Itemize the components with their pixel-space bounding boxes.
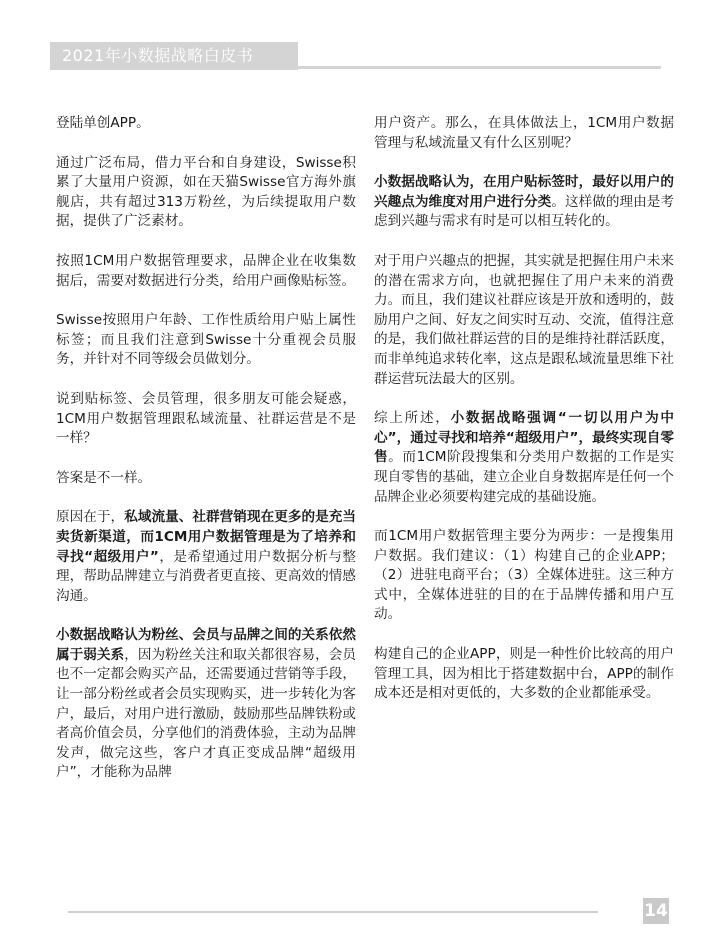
text-segment: Swisse按照用户年龄、工作性质给用户贴上属性标签；而且我们注意到Swisse十分重视会员服务，并针对不同等级会员做划分。 xyxy=(56,312,356,368)
bold-text-segment: 小数据战略强调“一切以用户为中心”，通过寻找和培养“超级用户”，最终实现自零售 xyxy=(374,410,675,466)
text-segment: 通过广泛布局，借力平台和自身建设，Swisse积累了大量用户资源，如在天猫Swisse官方海外旗舰店，共有超过313万粉丝，为后续提取用户数据，提供了广泛素材。 xyxy=(56,154,356,230)
text-segment: 综上所述， xyxy=(374,410,451,427)
bold-text-segment: 小数据战略认为，在用户贴标签时，最好以用户的兴趣点为维度对用户进行分类 xyxy=(374,174,674,210)
text-segment: 用户资产。那么，在具体做法上，1CM用户数据管理与私域流量又有什么区别呢？ xyxy=(374,115,674,151)
text-segment: 登陆单创APP。 xyxy=(56,115,150,131)
paragraph xyxy=(374,173,674,232)
footer-rule xyxy=(68,911,598,913)
paragraph xyxy=(374,409,674,507)
text-segment: 对于用户兴趣点的把握，其实就是把握住用户未来的潜在需求方向，也就把握住了用户未来的消费力。而且，我们建议社群应该是开放和透明的，鼓励用户之间、好友之间实时互动、交流，值得注意的是，我们做社群运营的目的是维持社群活跃度，而非单纯追求转化率，这点是跟私域流量思维下社群运营玩法最大的区别。 xyxy=(374,252,674,387)
paragraph xyxy=(374,252,674,389)
paragraph xyxy=(56,508,356,606)
paragraph xyxy=(56,626,356,783)
paragraph xyxy=(56,154,356,232)
paragraph xyxy=(374,527,674,625)
paragraph xyxy=(56,390,356,449)
text-segment: 原因在于， xyxy=(56,509,125,526)
right-column xyxy=(374,114,674,724)
paragraph xyxy=(56,311,356,370)
text-segment: 而1CM用户数据管理主要分为两步：一是搜集用户数据。我们建议：（1）构建自己的企业APP；（2）进驻电商平台；（3）全媒体进驻。这三种方式中，全媒体进驻的目的在于品牌传播和用户互动。 xyxy=(374,528,674,623)
bold-text-segment: 小数据战略认为粉丝、会员与品牌之间的关系依然属于弱关系 xyxy=(56,627,356,663)
paragraph xyxy=(56,252,356,291)
document-title: 2021年小数据战略白皮书 xyxy=(62,46,254,65)
text-segment: ，是希望通过用户数据分析与整理，帮助品牌建立与消费者更直接、更高效的情感沟通。 xyxy=(56,548,357,604)
text-segment: 。而1CM阶段搜集和分类用户数据的工作是实现自零售的基础，建立企业自身数据库是任何一个品牌企业必须要构建完成的基础设施。 xyxy=(374,449,674,505)
text-segment: 答案是不一样。 xyxy=(56,469,152,486)
text-segment: 。这样做的理由是考虑到兴趣与需求有时是可以相互转化的。 xyxy=(374,193,675,230)
text-segment: 说到贴标签、会员管理，很多朋友可能会疑惑，1CM用户数据管理跟私域流量、社群运营是不是一样？ xyxy=(56,390,356,447)
paragraph xyxy=(56,114,356,134)
paragraph xyxy=(56,469,356,489)
paragraph xyxy=(374,645,674,704)
paragraph xyxy=(374,114,674,153)
bold-text-segment: 私域流量、社群营销现在更多的是充当卖货新渠道，而1CM用户数据管理是为了培养和寻找“超级用户” xyxy=(56,509,357,565)
text-segment: 构建自己的企业APP，则是一种性价比较高的用户管理工具，因为相比于搭建数据中台，APP的制作成本还是相对更低的，大多数的企业都能承受。 xyxy=(374,646,674,702)
page-number: 14 xyxy=(643,898,669,924)
left-column xyxy=(56,114,356,803)
text-segment: 按照1CM用户数据管理要求，品牌企业在收集数据后，需要对数据进行分类，给用户画像贴标签。 xyxy=(56,252,356,289)
text-segment: ，因为粉丝关注和取关都很容易，会员也不一定都会购买产品，还需要通过营销等手段，让一部分粉丝或者会员实现购买，进一步转化为客户，最后，对用户进行激励，鼓励那些品牌铁粉或者高价值会员，分享他们的消费体验，主动为品牌发声，做完这些，客户才真正变成品牌“超级用户”，才能称为品牌 xyxy=(56,646,357,781)
